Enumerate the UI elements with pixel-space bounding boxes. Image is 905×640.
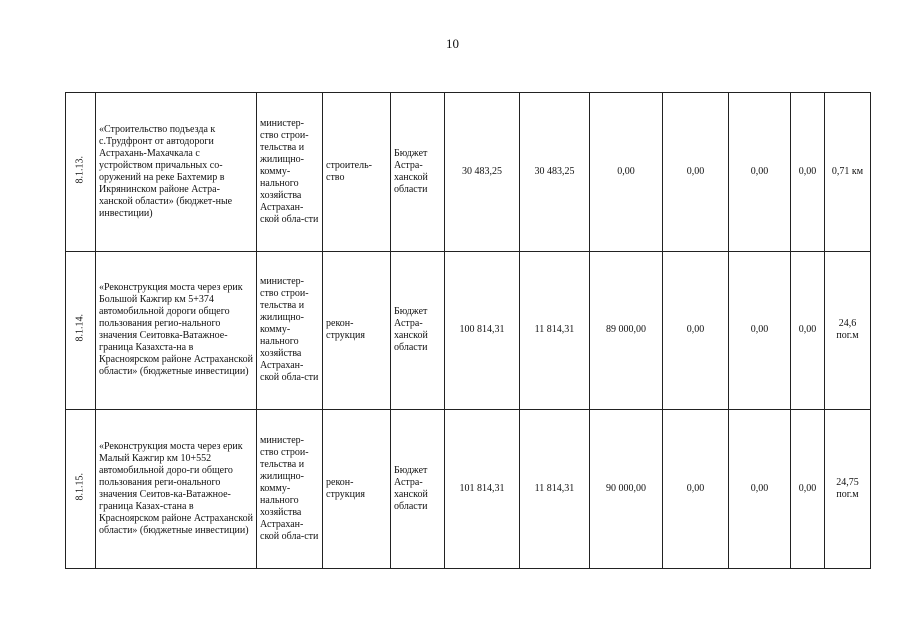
investment-table [65,92,871,569]
responsible-organization: министер-ство строи-тельства и жилищно-комму-нального хозяйства Астрахан-ской обла-сти [257,251,323,410]
year-5-amount: 0,00 [791,93,825,252]
row-number-cell [66,410,96,569]
year-3-amount: 0,00 [663,410,729,569]
work-type: строитель-ство [323,93,391,252]
year-4-amount: 0,00 [729,251,791,410]
year-2-amount: 89 000,00 [590,251,663,410]
row-number-cell [66,251,96,410]
capacity: 24,6 пог.м [825,251,871,410]
year-3-amount: 0,00 [663,93,729,252]
year-3-amount: 0,00 [663,251,729,410]
year-1-amount: 11 814,31 [520,410,590,569]
page-number: 10 [446,36,459,51]
object-name: «Строительство подъезда к с.Трудфронт от автодороги Астрахань-Махачкала с устройством причальных со-оружений на реке Бахтемир в Икрянинском районе Астра-ханской области» (бюджет-ные инвестиции) [96,93,257,252]
year-2-amount: 90 000,00 [590,410,663,569]
total-amount: 101 814,31 [445,410,520,569]
row-number: 8.1.15. [74,473,86,501]
year-2-amount: 0,00 [590,93,663,252]
table-row [66,93,871,252]
funding-source: Бюджет Астра-ханской области [391,93,445,252]
table-row [66,410,871,569]
year-4-amount: 0,00 [729,93,791,252]
responsible-organization: министер-ство строи-тельства и жилищно-комму-нального хозяйства Астрахан-ской обла-сти [257,93,323,252]
table-row [66,251,871,410]
row-number: 8.1.13. [74,155,86,184]
row-number: 8.1.14. [74,314,86,342]
year-5-amount: 0,00 [791,251,825,410]
total-amount: 30 483,25 [445,93,520,252]
total-amount: 100 814,31 [445,251,520,410]
year-4-amount: 0,00 [729,410,791,569]
object-name: «Реконструкция моста через ерик Большой Кажгир км 5+374 автомобильной дороги общего пользования регио-нального значения Сеитовка-Ватажное-граница Казахста-на в Красноярском районе Астраханской области» (бюджетные инвестиции) [96,251,257,410]
funding-source: Бюджет Астра-ханской области [391,251,445,410]
year-5-amount: 0,00 [791,410,825,569]
year-1-amount: 11 814,31 [520,251,590,410]
capacity: 24,75 пог.м [825,410,871,569]
year-1-amount: 30 483,25 [520,93,590,252]
capacity: 0,71 км [825,93,871,252]
funding-source: Бюджет Астра-ханской области [391,410,445,569]
work-type: рекон-струкция [323,410,391,569]
responsible-organization: министер-ство строи-тельства и жилищно-комму-нального хозяйства Астрахан-ской обла-сти [257,410,323,569]
work-type: рекон-струкция [323,251,391,410]
object-name: «Реконструкция моста через ерик Малый Кажгир км 10+552 автомобильной доро-ги общего пользования реги-онального значения Сеитов-ка-Ватажное-граница Казах-стана в Красноярском районе Астраханской области» (бюджетные инвестиции) [96,410,257,569]
row-number-cell [66,93,96,252]
